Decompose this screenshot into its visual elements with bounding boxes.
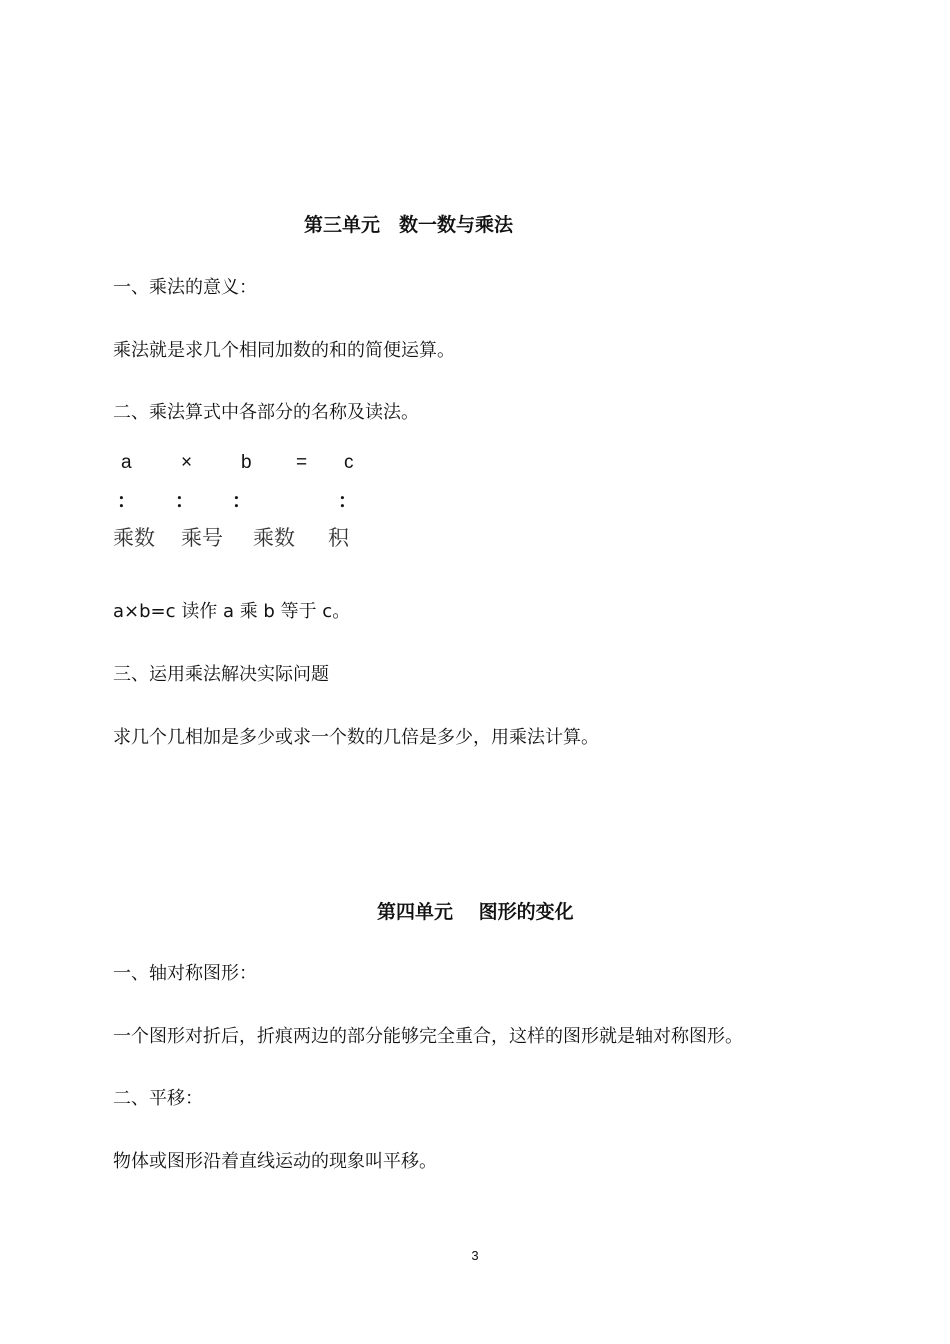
formula-colon: ： xyxy=(117,491,137,512)
unit3-section2-heading: 二、乘法算式中各部分的名称及读法。 xyxy=(113,402,419,423)
formula-c: c xyxy=(344,452,354,473)
unit3-section1-heading: 一、乘法的意义： xyxy=(113,277,257,298)
unit3-section2-text: a×b=c 读作 a 乘 b 等于 c。 xyxy=(113,601,351,622)
unit3-section3-heading: 三、运用乘法解决实际问题 xyxy=(113,664,329,685)
page-number: 3 xyxy=(471,1248,479,1263)
formula-name-product: 积 xyxy=(328,527,349,550)
unit3-section1-text: 乘法就是求几个相同加数的和的简便运算。 xyxy=(113,340,455,361)
formula-name-multiplier: 乘数 xyxy=(113,527,155,550)
unit4-section2-heading: 二、平移： xyxy=(113,1088,203,1109)
formula-colon: ： xyxy=(232,491,252,512)
formula-a: a xyxy=(121,452,132,473)
unit4-section1-text: 一个图形对折后，折痕两边的部分能够完全重合，这样的图形就是轴对称图形。 xyxy=(113,1026,743,1047)
multiplication-formula-diagram xyxy=(113,452,363,552)
unit3-section3-text: 求几个几相加是多少或求一个数的几倍是多少，用乘法计算。 xyxy=(113,727,599,748)
formula-b: b xyxy=(241,452,252,473)
formula-equals-sign: = xyxy=(296,452,308,473)
formula-name-times-sign: 乘号 xyxy=(181,527,223,550)
formula-times-sign: × xyxy=(181,452,193,473)
formula-colon: ： xyxy=(175,491,195,512)
formula-colon: ： xyxy=(338,491,358,512)
unit4-section2-text: 物体或图形沿着直线运动的现象叫平移。 xyxy=(113,1151,437,1172)
formula-name-multiplicand: 乘数 xyxy=(253,527,295,550)
unit4-section1-heading: 一、轴对称图形： xyxy=(113,963,257,984)
unit4-title: 第四单元 图形的变化 xyxy=(377,901,574,923)
unit3-title: 第三单元 数一数与乘法 xyxy=(304,214,514,236)
